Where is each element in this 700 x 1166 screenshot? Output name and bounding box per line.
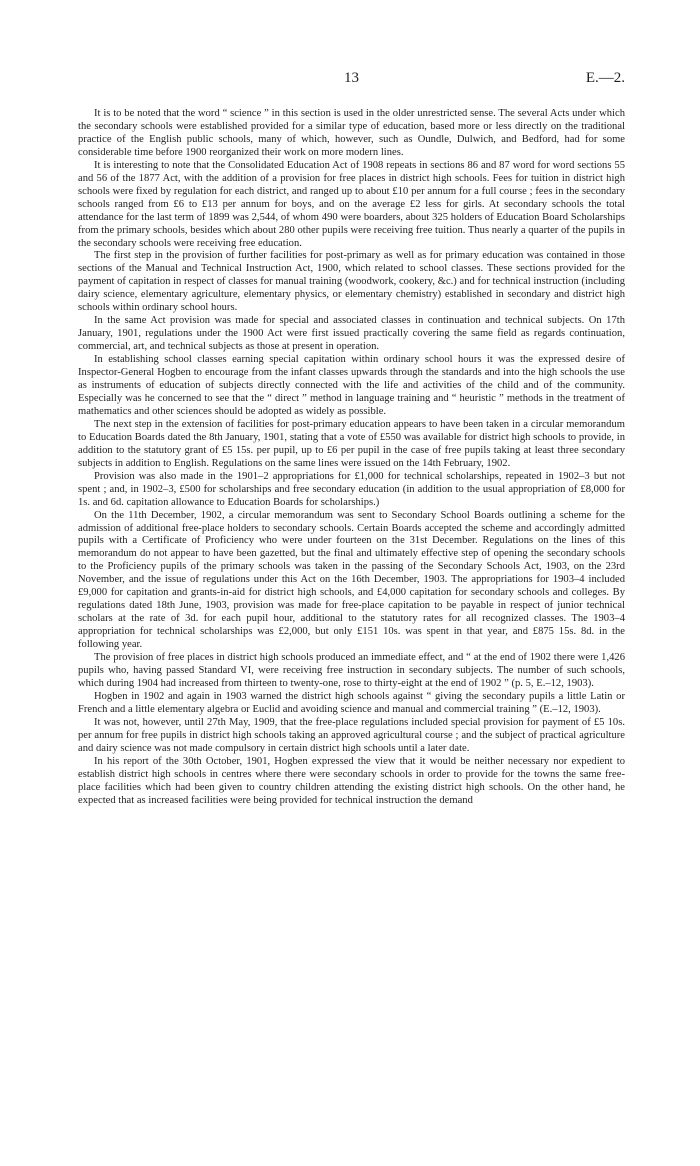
paragraph: In establishing school classes earning special capitation within ordinary school hours it was the expressed desire of Inspector-General Hogben to encourage from the infant classes upwards through the standards and into the high schools the use as instruments of education of subjects directly connected with the life and activities of the child and of the community. Especially was he concerned to see that the “ direct ” method in language training and “ heuristic ” methods in the treatment of mathematics and other sciences should be adopted as widely as possible. [78, 354, 625, 417]
paragraph: In the same Act provision was made for special and associated classes in continuation and technical subjects. On 17th January, 1901, regulations under the 1900 Act were first issued practically covering the same field as regards continuation, commercial, art, and technical subjects as those at present in operation. [78, 315, 625, 353]
document-reference: E.—2. [585, 70, 625, 86]
document-page [78, 0, 625, 1166]
paragraph: In his report of the 30th October, 1901, Hogben expressed the view that it would be neither necessary nor expedient to establish district high schools in centres where there were secondary schools in order to provide for the towns the same free-place facilities which had been given to country children attending the existing district high schools. On the other hand, he expected that as increased facilities were being provided for technical instruction the demand [78, 755, 625, 806]
paragraph: It was not, however, until 27th May, 1909, that the free-place regulations included special provision for payment of £5 10s. per annum for free pupils in district high schools taking an approved agricultural course ; and the subject of practical agriculture and dairy science was not made compulsory in certain district high schools until a later date. [78, 716, 625, 754]
paragraph: It is to be noted that the word “ science ” in this section is used in the older unrestricted sense. The several Acts under which the secondary schools were established provided for a similar type of education, based more or less directly on the traditional practice of the English public schools, many of which, however, such as Oundle, Dulwich, and Bedford, had for some considerable time before 1900 reorganized their work on more modern lines. [78, 108, 625, 158]
body-text [78, 108, 625, 807]
paragraph: It is interesting to note that the Consolidated Education Act of 1908 repeats in sections 86 and 87 word for word sections 55 and 56 of the 1877 Act, with the addition of a provision for free places in district high schools. Fees for tuition in district high schools were fixed by regulation for each district, and ranged up to about £10 per annum for a full course ; fees in the secondary schools ranged from £6 to £13 per annum for boys, and on the average £2 less for girls. At secondary schools the total attendance for the last term of 1899 was 2,544, of whom 490 were boarders, about 325 holders of Education Board Scholarships from the primary schools, besides which about 280 other pupils were receiving free tuition. Thus nearly a quarter of the pupils in the secondary schools were receiving free education. [78, 159, 625, 249]
paragraph: The first step in the provision of further facilities for post-primary as well as for primary education was contained in those sections of the Manual and Technical Instruction Act, 1900, which related to school classes. These sections provided for the payment of capitation in respect of classes for manual training (woodwork, cookery, &c.) and for technical instruction (including dairy science, elementary agriculture, elementary physics, or elementary chemistry) established in secondary and district high schools within ordinary school hours. [78, 250, 625, 314]
page-number: 13 [344, 70, 359, 86]
paragraph: Provision was also made in the 1901–2 appropriations for £1,000 for technical scholarships, repeated in 1902–3 but not spent ; and, in 1902–3, £500 for scholarships and free secondary education (in addition to the usual appropriation of £8,000 for 1s. and 6d. capitation allowance to Education Boards for scholarships.) [78, 470, 625, 508]
paragraph: Hogben in 1902 and again in 1903 warned the district high schools against “ giving the secondary pupils a little Latin or French and a little elementary algebra or Euclid and avoiding science and manual and commercial training ” (E.–12, 1903). [78, 690, 625, 715]
page-header [78, 70, 625, 90]
paragraph: On the 11th December, 1902, a circular memorandum was sent to Secondary School Boards outlining a scheme for the admission of additional free-place holders to secondary schools. Certain Boards accepted the scheme and accordingly admitted pupils with a Certificate of Proficiency who were under fourteen on the 31st December. Regulations on the lines of this memorandum do not appear to have been gazetted, but the final and ultimately effective step of opening the secondary schools to the Proficiency pupils of the primary schools was taken in the passing of the Secondary Schools Act, 1903, on the 23rd November, and the issue of regulations under this Act on the 16th December, 1903. The appropriations for 1903–4 included £9,000 for capitation and grants-in-aid for district high schools, and £4,000 capitation for secondary schools and colleges. By regulations dated 18th June, 1903, provision was made for free-place capitation to be payable in respect of junior technical scholars at the rate of 3d. for each pupil hour, additional to the statutory rates for all recognized classes. The 1903–4 appropriation for technical scholarships was £2,000, but only £151 10s. was spent in that year, and £875 15s. 8d. in the following year. [78, 509, 625, 651]
paragraph: The provision of free places in district high schools produced an immediate effect, and “ at the end of 1902 there were 1,426 pupils who, having passed Standard VI, were receiving free instruction in secondary subjects. The number of such schools, which during 1904 had increased from thirteen to twenty-one, rose to thirty-eight at the end of 1902 ” (p. 5, E.–12, 1903). [78, 652, 625, 689]
paragraph: The next step in the extension of facilities for post-primary education appears to have been taken in a circular memorandum to Education Boards dated the 8th January, 1901, stating that a vote of £550 was available for district high schools to provide, in addition to the statutory grant of £5 15s. per pupil, up to £6 per pupil in the case of free pupils taking at least three secondary subjects in addition to English. Regulations on the same lines were issued on the 14th February, 1902. [78, 418, 625, 469]
